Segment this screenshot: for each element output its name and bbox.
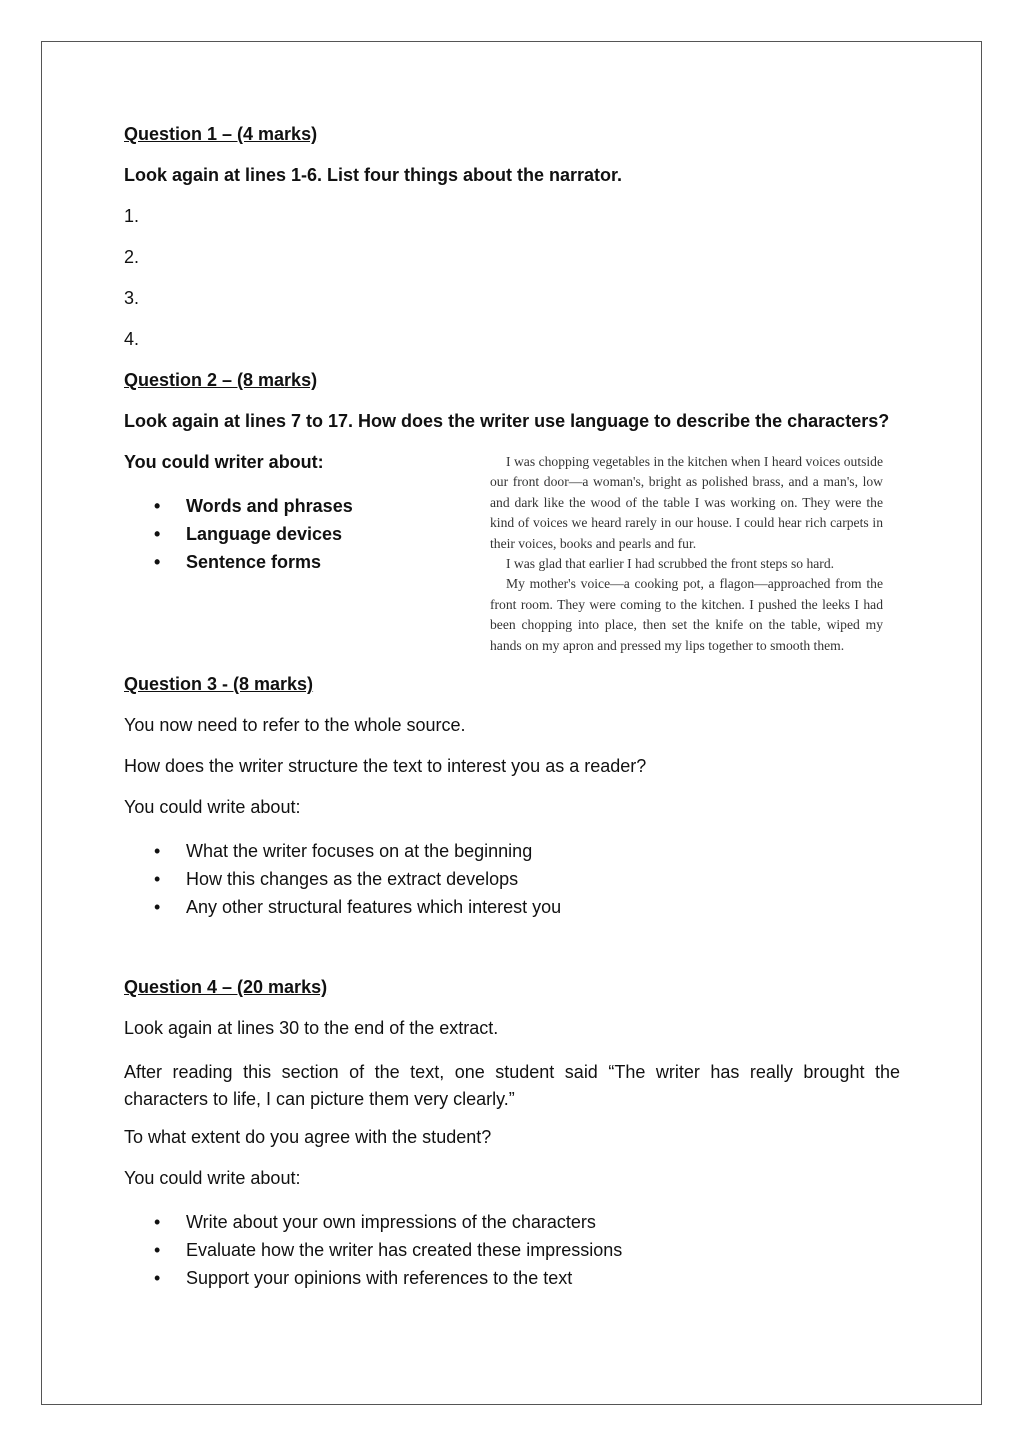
question-2-prompt: Look again at lines 7 to 17. How does the writer use language to describe the characters? <box>124 411 890 431</box>
question-3-line-2: How does the writer structure the text to interest you as a reader? <box>124 756 647 776</box>
question-3-bullet-list <box>124 837 824 921</box>
list-item: • Evaluate how the writer has created these impressions <box>124 1236 824 1264</box>
answer-line-2: 2. <box>124 247 140 267</box>
question-2-heading: Question 2 – (8 marks) <box>124 370 318 390</box>
list-item: • Language devices <box>124 520 454 548</box>
list-item: • Write about your own impressions of the characters <box>124 1208 824 1236</box>
list-item: • How this changes as the extract develops <box>124 865 824 893</box>
answer-line-3: 3. <box>124 288 140 308</box>
list-item: • Support your opinions with references to the text <box>124 1264 824 1292</box>
list-item: • Any other structural features which interest you <box>124 893 824 921</box>
question-4-bullet-list <box>124 1208 824 1292</box>
question-1-heading: Question 1 – (4 marks) <box>124 124 318 144</box>
question-2-bullet-list <box>124 492 454 576</box>
question-3-intro: You could write about: <box>124 797 301 817</box>
list-item: • Words and phrases <box>124 492 454 520</box>
question-3-line-1: You now need to refer to the whole source. <box>124 715 466 735</box>
question-4-line-3: To what extent do you agree with the student? <box>124 1127 492 1147</box>
list-item: • Sentence forms <box>124 548 454 576</box>
answer-line-1: 1. <box>124 206 140 226</box>
list-item: • What the writer focuses on at the beginning <box>124 837 824 865</box>
extract-paragraph: I was chopping vegetables in the kitchen when I heard voices outside our front door—a woman's, bright as polished brass, and a man's, low and dark like the wood of the table I was working on. They were the kind of voices we heard rarely in our house. I could hear rich carpets in their voices, books and pearls and fur. <box>490 454 883 551</box>
source-extract <box>490 452 883 656</box>
question-4-line-1: Look again at lines 30 to the end of the extract. <box>124 1018 499 1038</box>
question-2-intro: You could writer about: <box>124 452 324 472</box>
question-4-heading: Question 4 – (20 marks) <box>124 977 328 997</box>
extract-paragraph: My mother's voice—a cooking pot, a flagon—approached from the front room. They were coming to the kitchen. I pushed the leeks I had been chopping into place, then set the knife on the table, wiped my hands on my apron and pressed my lips together to smooth them. <box>490 576 883 653</box>
question-4-intro: You could write about: <box>124 1168 301 1188</box>
question-3-heading: Question 3 - (8 marks) <box>124 674 314 694</box>
answer-line-4: 4. <box>124 329 140 349</box>
question-4-line-2: After reading this section of the text, one student said “The writer has really brought the characters to life, I can picture them very clearly.” <box>124 1062 900 1109</box>
extract-paragraph: I was glad that earlier I had scrubbed the front steps so hard. <box>506 556 835 572</box>
question-1-prompt: Look again at lines 1-6. List four things about the narrator. <box>124 165 623 185</box>
